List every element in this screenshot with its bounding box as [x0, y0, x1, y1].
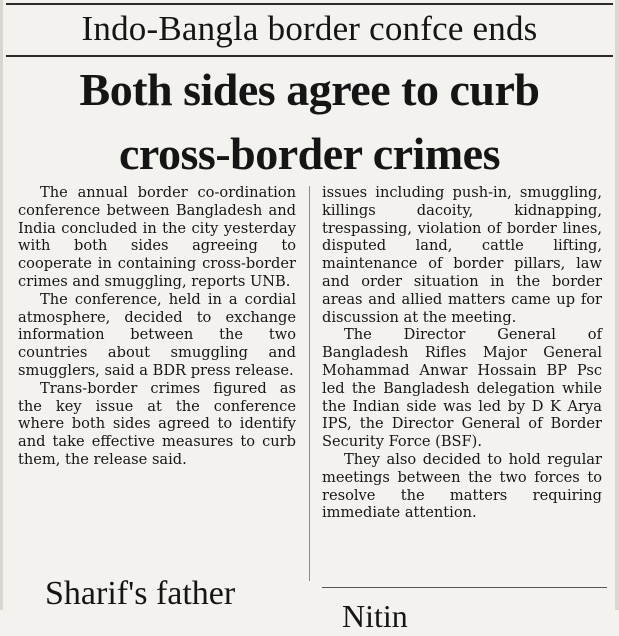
column-divider — [309, 186, 310, 581]
article-paragraph: The annual border co-ordination conference between Bangladesh and India concluded in the city yesterday with both sides agreeing to cooperate in containing cross-border crimes and smuggling, reports UNB. — [18, 184, 296, 290]
article-paragraph: Trans-border crimes figured as the key issue at the conference where both sides agreed to identify and take effective measures to curb them, the release said. — [18, 379, 296, 468]
article-column-left — [18, 184, 296, 469]
bottom-rule — [322, 587, 607, 588]
kicker-headline: Indo-Bangla border confce ends — [81, 9, 538, 48]
top-rule — [6, 3, 613, 5]
article-paragraph: The conference, held in a cordial atmosphere, decided to exchange information between the two countries about smuggling and smugglers, said a BDR press release. — [18, 290, 296, 379]
next-story-headline-right: Nitin — [342, 598, 408, 634]
next-story-headline-left: Sharif's father — [45, 575, 236, 612]
headline-line-2: cross-border crimes — [119, 128, 500, 179]
kicker-rule — [6, 55, 613, 57]
headline-line-1: Both sides agree to curb — [79, 64, 540, 115]
article-paragraph: They also decided to hold regular meetings between the two forces to resolve the matters requiring immediate attention. — [322, 450, 602, 522]
article-paragraph: The Director General of Bangladesh Rifles Major General Mohammad Anwar Hossain BP Psc led the Bangladesh delegation while the Indian side was led by D K Arya IPS, the Director General of Border Security Force (BSF). — [322, 326, 602, 451]
article-column-right — [322, 184, 602, 522]
article-paragraph-continued: issues including push-in, smuggling, killings dacoity, kidnapping, trespassing, violation of border lines, disputed land, cattle lifting, maintenance of border pillars, law and order situation in the border areas and allied matters came up for discussion at the meeting. — [322, 184, 602, 326]
main-headline — [0, 58, 619, 186]
